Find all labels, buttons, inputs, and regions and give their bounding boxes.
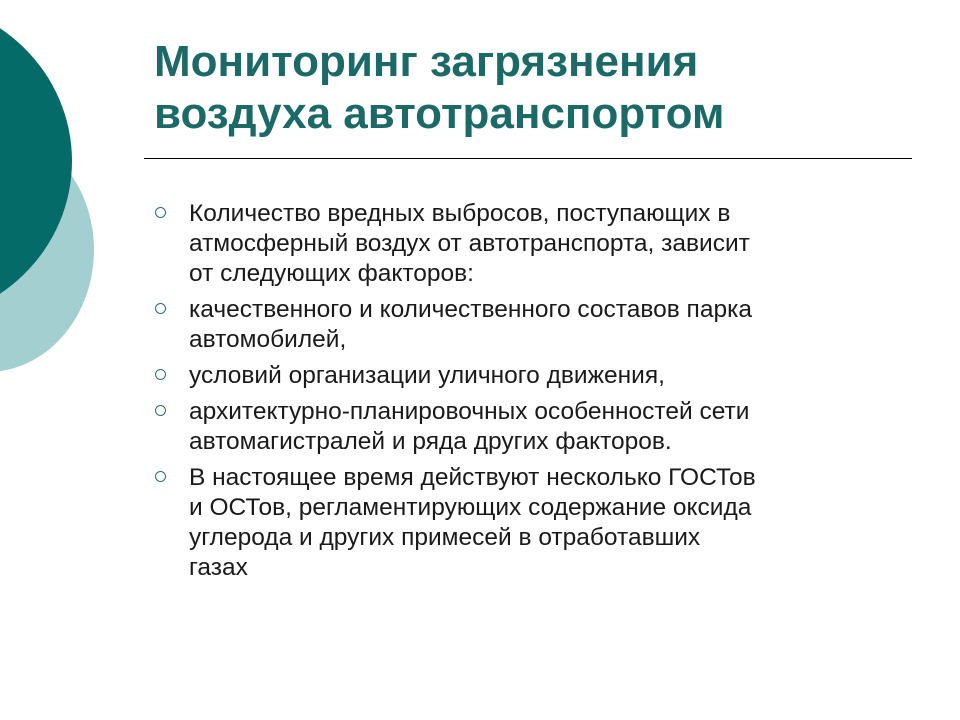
bullet-text-line: Количество вредных выбросов, поступающих в (189, 200, 731, 227)
bullet-item (155, 199, 915, 289)
bullet-item (155, 361, 915, 391)
bullet-list (155, 199, 915, 589)
slide-title-line: воздуха автотранспортом (154, 89, 725, 138)
bullet-item (155, 397, 915, 457)
bullet-marker-icon (155, 405, 166, 416)
bullet-item (155, 295, 915, 355)
bullet-marker-icon (155, 303, 166, 314)
bullet-text-line: и ОСТов, регламентирующих содержание оксида (189, 494, 752, 521)
bullet-marker-icon (155, 369, 166, 380)
bullet-text-line: газах (189, 554, 248, 581)
title-underline (144, 158, 912, 159)
bullet-text-line: архитектурно-планировочных особенностей сети (189, 398, 750, 425)
bullet-text-line: условий организации уличного движения, (189, 362, 665, 389)
slide-title-line: Мониторинг загрязнения (154, 37, 699, 86)
bullet-text-line: углерода и других примесей в отработавших (189, 524, 701, 551)
bullet-item (155, 463, 915, 583)
bullet-text-line: атмосферный воздух от автотранспорта, зависит (189, 230, 750, 257)
slide-title (154, 36, 914, 140)
bullet-marker-icon (155, 471, 166, 482)
bullet-text-line: В настоящее время действуют несколько ГОСТов (189, 464, 756, 491)
bullet-marker-icon (155, 207, 166, 218)
bullet-text-line: автомобилей, (189, 326, 347, 353)
bullet-text-line: качественного и количественного составов парка (189, 296, 752, 323)
bullet-text-line: автомагистралей и ряда других факторов. (189, 428, 672, 455)
bullet-text-line: от следующих факторов: (189, 260, 474, 287)
